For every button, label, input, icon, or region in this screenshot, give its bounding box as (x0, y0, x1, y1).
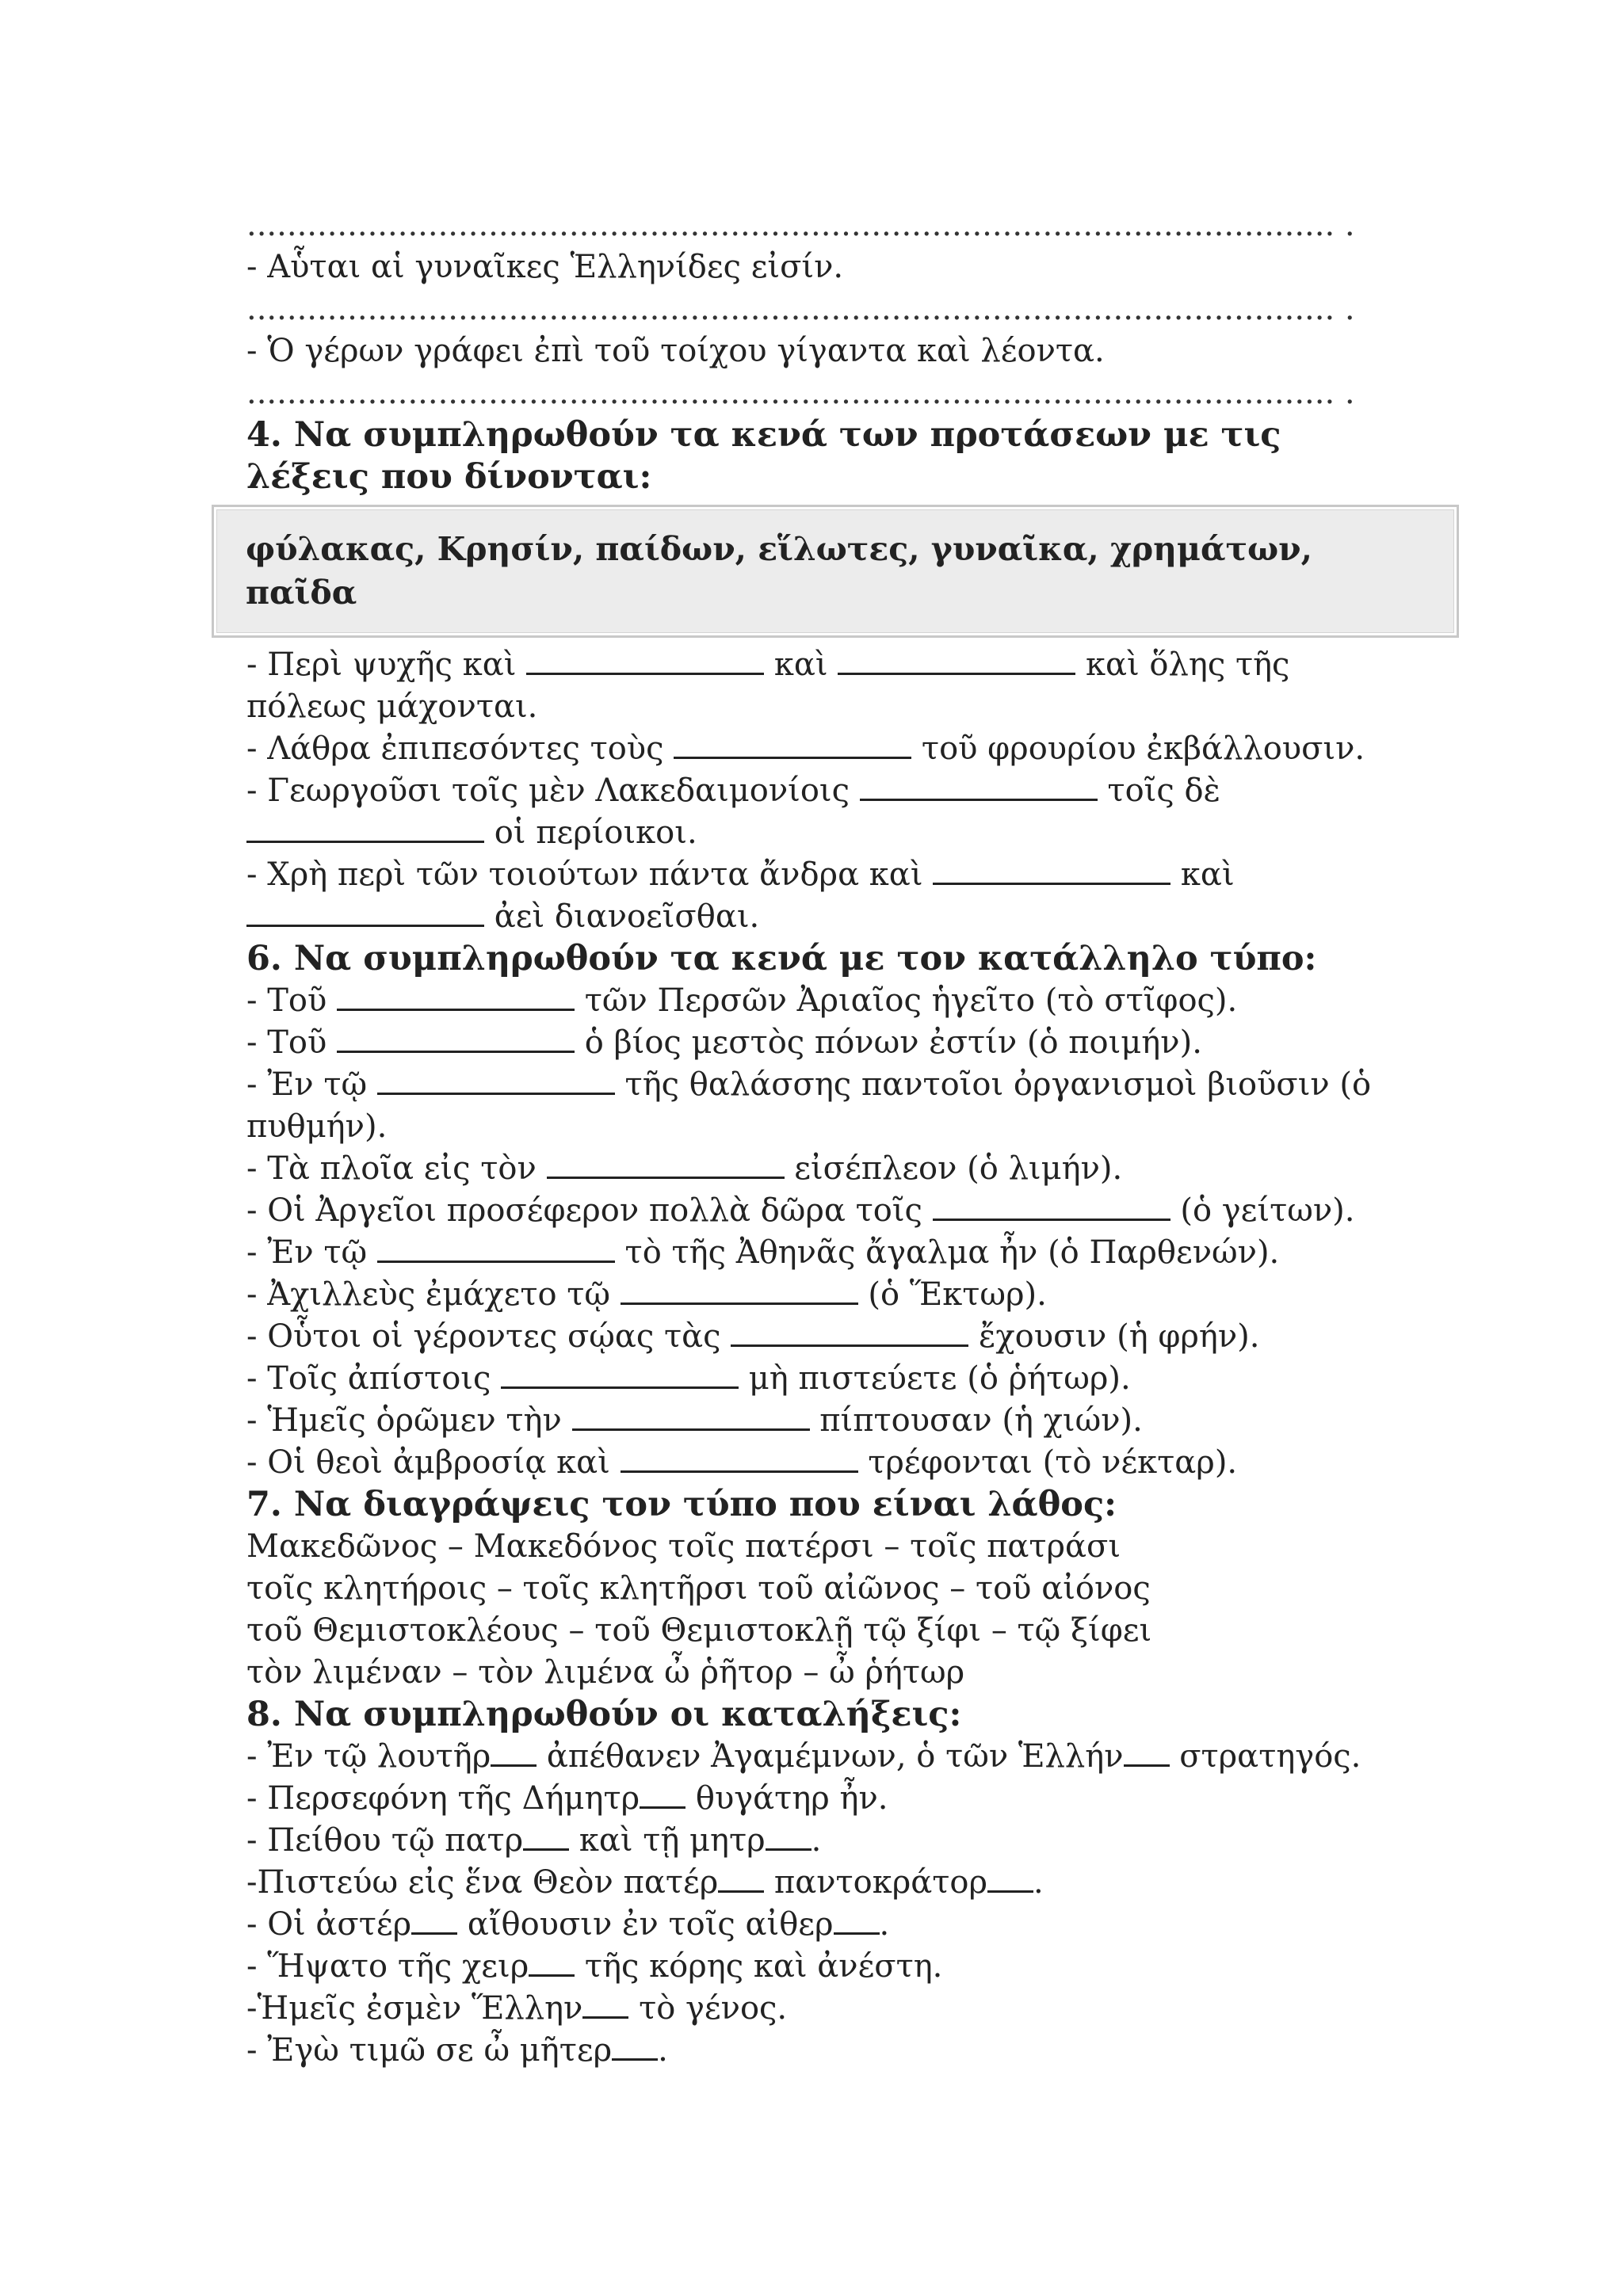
fill-blank[interactable] (860, 772, 1098, 801)
exercise-item: - Ἐν τῷ τῆς θαλάσσης παντοῖοι ὀργανισμοὶ βιοῦσιν (ὁ πυθμήν). (246, 1066, 1372, 1145)
fill-blank[interactable] (621, 1276, 858, 1305)
worksheet-page (246, 204, 1403, 2072)
ending-blank[interactable] (582, 1989, 628, 2019)
exercise-item: - Οἱ Ἀργεῖοι προσέφερον πολλὰ δῶρα τοῖς (ὁ γείτων). (246, 1192, 1355, 1229)
exercise-item: - Λάθρα ἐπιπεσόντες τοὺς τοῦ φρουρίου ἐκβάλλουσιν. (246, 730, 1365, 767)
ending-blank[interactable] (987, 1863, 1033, 1893)
ending-blank[interactable] (411, 1905, 457, 1935)
form-pair-line: τὸν λιμέναν – τὸν λιμένα ὦ ῥῆτορ – ὦ ῥήτωρ (246, 1654, 965, 1691)
exercise-item: - Γεωργοῦσι τοῖς μὲν Λακεδαιμονίοις τοῖς δὲ οἱ περίοικοι. (246, 772, 1220, 851)
exercise-item: - Ἥψατο τῆς χειρ τῆς κόρης καὶ ἀνέστη. (246, 1948, 943, 1985)
answer-line: ............................................................................................................ . (246, 375, 1355, 411)
exercise-item: - Τοῦ ὁ βίος μεστὸς πόνων ἐστίν (ὁ ποιμήν). (246, 1024, 1202, 1061)
fill-blank[interactable] (337, 982, 575, 1011)
exercise-item: - Οἱ θεοὶ ἀμβροσίᾳ καὶ τρέφονται (τὸ νέκταρ). (246, 1444, 1238, 1481)
fill-blank[interactable] (246, 814, 484, 843)
exercise-item: - Οὗτοι οἱ γέροντες σῴας τὰς ἔχουσιν (ἡ φρήν). (246, 1318, 1260, 1355)
section-7-heading: 7. Να διαγράψεις τον τύπο που είναι λάθος: (246, 1485, 1117, 1524)
fill-blank[interactable] (621, 1444, 858, 1473)
ending-blank[interactable] (523, 1821, 569, 1851)
fill-blank[interactable] (933, 1192, 1170, 1221)
sentence-line: - Ὁ γέρων γράφει ἐπὶ τοῦ τοίχου γίγαντα καὶ λέοντα. (246, 333, 1105, 369)
exercise-item: - Ἐν τῷ λουτῆρ ἀπέθανεν Ἀγαμέμνων, ὁ τῶν Ἑλλήν στρατηγός. (246, 1738, 1361, 1775)
answer-line: ............................................................................................................ . (246, 291, 1355, 327)
fill-blank[interactable] (337, 1024, 575, 1053)
fill-blank[interactable] (838, 646, 1075, 675)
section-8-heading: 8. Να συμπληρωθούν οι καταλήξεις: (246, 1695, 962, 1734)
fill-blank[interactable] (572, 1402, 810, 1431)
exercise-item: - Οἱ ἀστέρ αἴθουσιν ἐν τοῖς αἰθερ . (246, 1906, 890, 1943)
ending-blank[interactable] (718, 1863, 764, 1893)
exercise-item: - Περσεφόνη τῆς Δήμητρ θυγάτηρ ἦν. (246, 1780, 888, 1817)
fill-blank[interactable] (547, 1150, 785, 1179)
fill-blank[interactable] (933, 856, 1170, 885)
exercise-item: - Ἐν τῷ τὸ τῆς Ἀθηνᾶς ἄγαλμα ἦν (ὁ Παρθενών). (246, 1234, 1280, 1271)
exercise-item: -Πιστεύω εἰς ἕνα Θεὸν πατέρ παντοκράτορ . (246, 1864, 1044, 1901)
exercise-item: - Ἡμεῖς ὁρῶμεν τὴν πίπτουσαν (ἡ χιών). (246, 1402, 1143, 1439)
exercise-item: - Τοῦ τῶν Περσῶν Ἀριαῖος ἡγεῖτο (τὸ στῖφος). (246, 982, 1238, 1019)
exercise-item: - Τοῖς ἀπίστοις μὴ πιστεύετε (ὁ ῥήτωρ). (246, 1360, 1131, 1397)
fill-blank[interactable] (377, 1066, 615, 1095)
exercise-item: - Τὰ πλοῖα εἰς τὸν εἰσέπλεον (ὁ λιμήν). (246, 1150, 1123, 1187)
form-pair-line: Μακεδῶνος – Μακεδόνος τοῖς πατέρσι – τοῖς πατράσι (246, 1528, 1121, 1565)
sentence-line: - Αὗται αἱ γυναῖκες Ἑλληνίδες εἰσίν. (246, 249, 844, 285)
form-pair-line: τοῖς κλητήροις – τοῖς κλητῆρσι τοῦ αἰῶνος – τοῦ αἰόνος (246, 1570, 1151, 1607)
section-4-heading: 4. Να συμπληρωθούν τα κενά των προτάσεων με τις λέξεις που δίνονται: (246, 415, 1281, 497)
exercise-item: - Χρὴ περὶ τῶν τοιούτων πάντα ἄνδρα καὶ καὶ ἀεὶ διανοεῖσθαι. (246, 856, 1235, 935)
ending-blank[interactable] (640, 1779, 685, 1809)
word-bank-box: φύλακας, Κρησίν, παίδων, εἵλωτες, γυναῖκα, χρημάτων, παῖδα (212, 505, 1459, 638)
ending-blank[interactable] (766, 1821, 812, 1851)
exercise-item: - Ἀχιλλεὺς ἐμάχετο τῷ (ὁ Ἕκτωρ). (246, 1276, 1047, 1313)
fill-blank[interactable] (731, 1318, 968, 1347)
section-6-heading: 6. Να συμπληρωθούν τα κενά με τον κατάλληλο τύπο: (246, 939, 1317, 978)
ending-blank[interactable] (1124, 1737, 1170, 1767)
ending-blank[interactable] (529, 1947, 575, 1977)
answer-line: ............................................................................................................ . (246, 207, 1355, 243)
exercise-item: - Περὶ ψυχῆς καὶ καὶ καὶ ὅλης τῆς πόλεως μάχονται. (246, 646, 1290, 725)
ending-blank[interactable] (612, 2031, 658, 2061)
ending-blank[interactable] (834, 1905, 880, 1935)
fill-blank[interactable] (674, 730, 911, 759)
fill-blank[interactable] (377, 1234, 615, 1263)
fill-blank[interactable] (246, 898, 484, 927)
fill-blank[interactable] (501, 1360, 739, 1389)
exercise-item: - Πείθου τῷ πατρ καὶ τῇ μητρ . (246, 1822, 822, 1859)
form-pair-line: τοῦ Θεμιστοκλέους – τοῦ Θεμιστοκλῇ τῷ ξίφι – τῷ ξίφει (246, 1612, 1152, 1649)
exercise-item: - Ἐγὼ τιμῶ σε ὦ μῆτερ . (246, 2032, 668, 2069)
ending-blank[interactable] (491, 1737, 537, 1767)
fill-blank[interactable] (526, 646, 764, 675)
exercise-item: -Ἡμεῖς ἐσμὲν Ἕλλην τὸ γένος. (246, 1990, 788, 2027)
